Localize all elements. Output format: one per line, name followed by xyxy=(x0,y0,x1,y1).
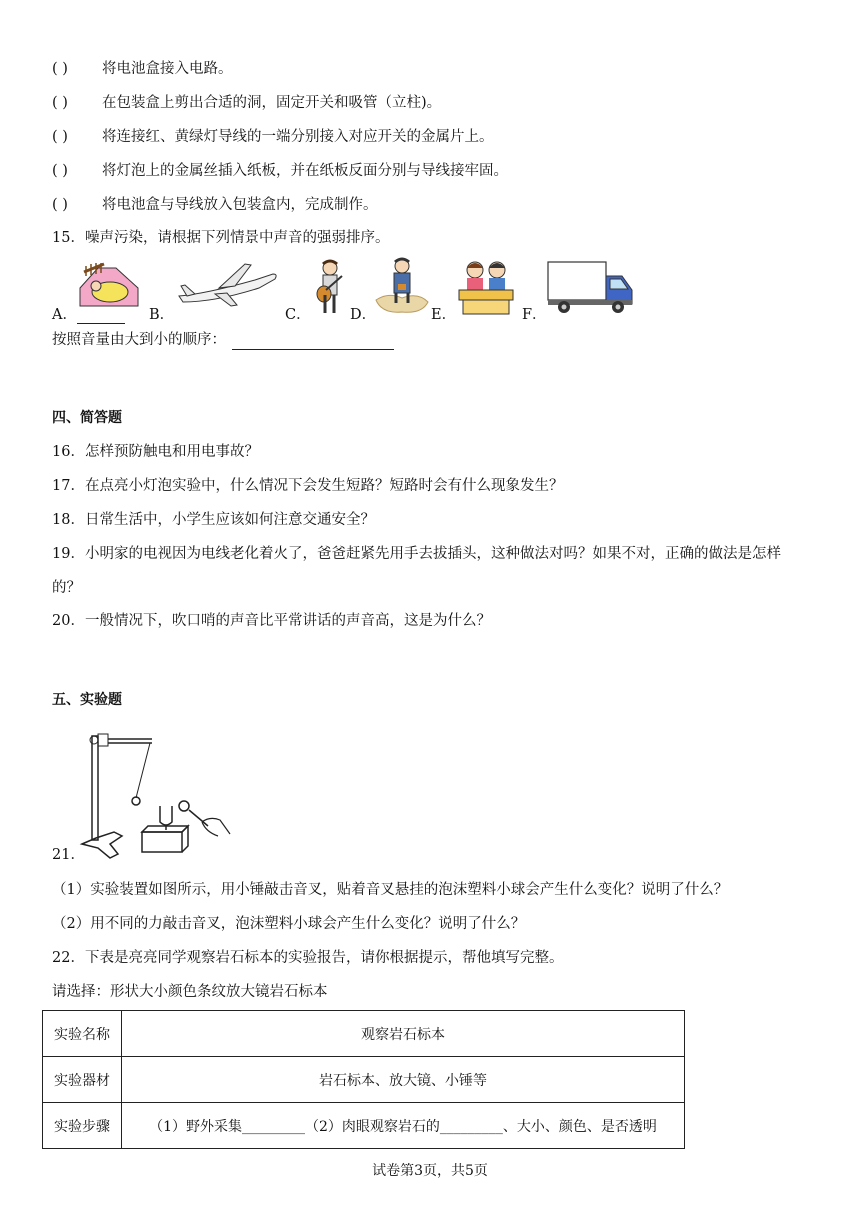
question-16: 16．怎样预防触电和用电事故？ xyxy=(52,444,259,460)
question-21-part-1: （1）实验装置如图所示，用小锤敲击音叉，贴着音叉悬挂的泡沫塑料小球会产生什么变化？说明了什么？ xyxy=(52,882,729,898)
ordering-item-2: ( ) 在包装盒上剪出合适的洞，固定开关和吸管（立柱)。 xyxy=(52,95,442,111)
question-22: 22．下表是亮亮同学观察岩石标本的实验报告，请你根据提示，帮他填写完整。 xyxy=(52,950,564,966)
table-label-cell: 实验器材 xyxy=(43,1057,122,1103)
page-footer: 试卷第3页，共5页 xyxy=(372,1163,488,1179)
guitar-player-image xyxy=(312,258,346,316)
q15-answer-line: 按照音量由大到小的顺序： xyxy=(52,330,394,350)
table-row xyxy=(43,1103,685,1149)
q15-stem: 15．噪声污染，请根据下列情景中声音的强弱排序。 xyxy=(52,230,390,246)
table-value-cell: 观察岩石标本 xyxy=(122,1011,685,1057)
option-e: E． xyxy=(431,307,457,323)
table-label-cell: 实验步骤 xyxy=(43,1103,122,1149)
section-five-heading: 五、实验题 xyxy=(52,692,122,708)
option-b: B． xyxy=(149,307,175,323)
tuning-fork-apparatus-diagram xyxy=(74,722,234,862)
ordering-item-5: ( ) 将电池盒与导线放入包装盒内，完成制作。 xyxy=(52,197,378,213)
question-18: 18．日常生活中，小学生应该如何注意交通安全？ xyxy=(52,512,375,528)
truck-image xyxy=(546,258,636,316)
question-21-part-2: （2）用不同的力敲击音叉，泡沫塑料小球会产生什么变化？说明了什么？ xyxy=(52,916,526,932)
question-19-continued: 的？ xyxy=(52,580,81,596)
question-22-choices: 请选择：形状大小颜色条纹放大镜岩石标本 xyxy=(52,984,328,1000)
section-four-heading: 四、简答题 xyxy=(52,410,122,426)
option-d: D． xyxy=(350,307,377,323)
children-at-desk-image xyxy=(455,258,517,316)
ordering-item-4: ( ) 将灯泡上的金属丝插入纸板，并在纸板反面分别与导线接牢固。 xyxy=(52,163,508,179)
question-17: 17．在点亮小灯泡实验中，什么情况下会发生短路？短路时会有什么现象发生？ xyxy=(52,478,564,494)
rock-observation-report-table xyxy=(42,1010,685,1149)
table-row xyxy=(43,1057,685,1103)
question-20: 20．一般情况下，吹口哨的声音比平常讲话的声音高，这是为什么？ xyxy=(52,613,491,629)
airplane-image xyxy=(175,260,280,308)
person-on-ground-image xyxy=(374,256,430,316)
question-21-number: 21． xyxy=(52,847,85,863)
option-c: C． xyxy=(285,307,311,323)
option-a: A． xyxy=(52,303,125,324)
table-value-cell: 岩石标本、放大镜、小锤等 xyxy=(122,1057,685,1103)
question-19: 19．小明家的电视因为电线老化着火了，爸爸赶紧先用手去拔插头，这种做法对吗？如果不对，正确的做法是怎样 xyxy=(52,546,781,562)
table-value-cell: （1）野外采集_________（2）肉眼观察岩石的_________、大小、颜色、是否透明 xyxy=(122,1103,685,1149)
table-row xyxy=(43,1011,685,1057)
baby-sleeping-image xyxy=(76,262,142,314)
answer-blank xyxy=(232,335,394,350)
ordering-item-1: ( ) 将电池盒接入电路。 xyxy=(52,61,233,77)
option-f: F． xyxy=(522,307,547,323)
ordering-item-3: ( ) 将连接红、黄绿灯导线的一端分别接入对应开关的金属片上。 xyxy=(52,129,494,145)
table-label-cell: 实验名称 xyxy=(43,1011,122,1057)
